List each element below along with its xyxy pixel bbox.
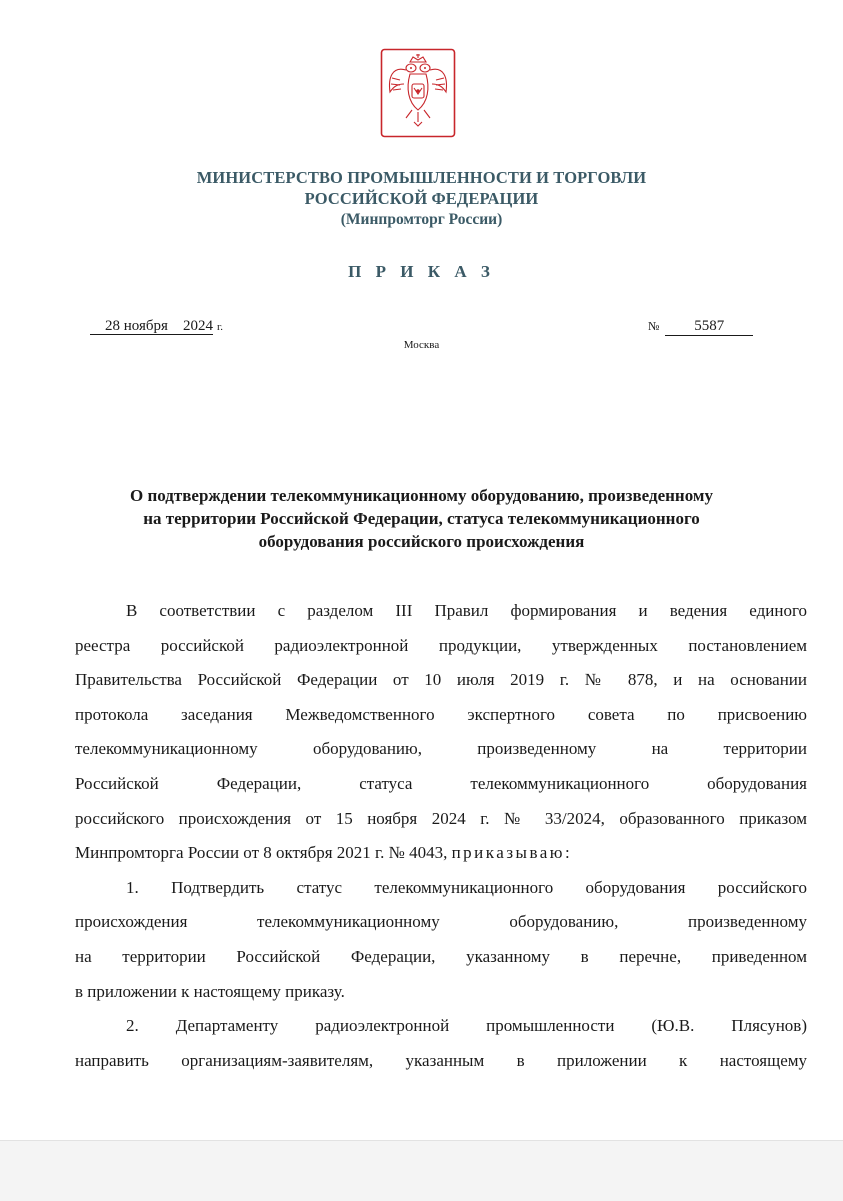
text-line: В соответствии с разделом III Правил формирования и ведения единого: [126, 601, 807, 620]
document-date: [90, 318, 223, 335]
document-number: [648, 318, 753, 336]
paragraph-item-2: [75, 1009, 807, 1078]
ministry-header: [0, 167, 843, 230]
document-body: [75, 594, 807, 1078]
text-line: в приложении к настоящему приказу.: [75, 981, 345, 1001]
order-word: приказываю:: [451, 843, 573, 863]
title-line: на территории Российской Федерации, статуса телекоммуникационного: [143, 509, 700, 528]
viewer-background: [0, 1140, 843, 1201]
text-line: на территории Российской Федерации, указанному в перечне, приведенном: [75, 946, 807, 966]
ministry-name-line2: РОССИЙСКОЙ ФЕДЕРАЦИИ: [304, 189, 539, 208]
document-city: Москва: [403, 339, 440, 351]
document-title: [60, 484, 783, 553]
text-line: направить организациям-заявителям, указанным в приложении к настоящему: [75, 1050, 807, 1070]
text-line: реестра российской радиоэлектронной продукции, утвержденных постановлением: [75, 635, 807, 655]
number-value: 5587: [665, 318, 753, 336]
text-line: Правительства Российской Федерации от 10 июля 2019 г. № 878, и на основании: [75, 670, 807, 690]
text-line: 2. Департаменту радиоэлектронной промышленности (Ю.В. Плясунов): [126, 1016, 807, 1036]
ministry-short-name: (Минпромторг России): [340, 211, 503, 228]
text-line: телекоммуникационному оборудованию, произведенному на территории: [75, 739, 807, 759]
date-year-suffix: г.: [216, 321, 223, 333]
date-year: 2024: [182, 318, 213, 334]
text-line: 1. Подтвердить статус телекоммуникационного оборудования российского: [126, 877, 807, 897]
paragraph-item-1: [75, 871, 807, 1009]
date-day-month: 28 ноября: [90, 318, 183, 335]
coat-of-arms-icon: [380, 48, 456, 138]
title-line: оборудования российского происхождения: [258, 532, 585, 551]
text-line: Российской Федерации, статуса телекоммуникационного оборудования: [75, 773, 807, 793]
document-type: П Р И К А З: [348, 262, 495, 281]
title-line: О подтверждении телекоммуникационному оборудованию, произведенному: [130, 486, 713, 505]
text-line: происхождения телекоммуникационному оборудованию, произведенному: [75, 912, 807, 932]
ministry-name-line1: МИНИСТЕРСТВО ПРОМЫШЛЕННОСТИ И ТОРГОВЛИ: [196, 168, 647, 187]
text-line: протокола заседания Межведомственного экспертного совета по присвоению: [75, 704, 807, 724]
text-line: Минпромторга России от 8 октября 2021 г. № 4043, приказываю:: [75, 843, 573, 863]
number-sign: №: [648, 319, 660, 333]
paragraph-preamble: [75, 594, 807, 871]
text-line: российского происхождения от 15 ноября 2024 г. № 33/2024, образованного приказом: [75, 808, 807, 828]
